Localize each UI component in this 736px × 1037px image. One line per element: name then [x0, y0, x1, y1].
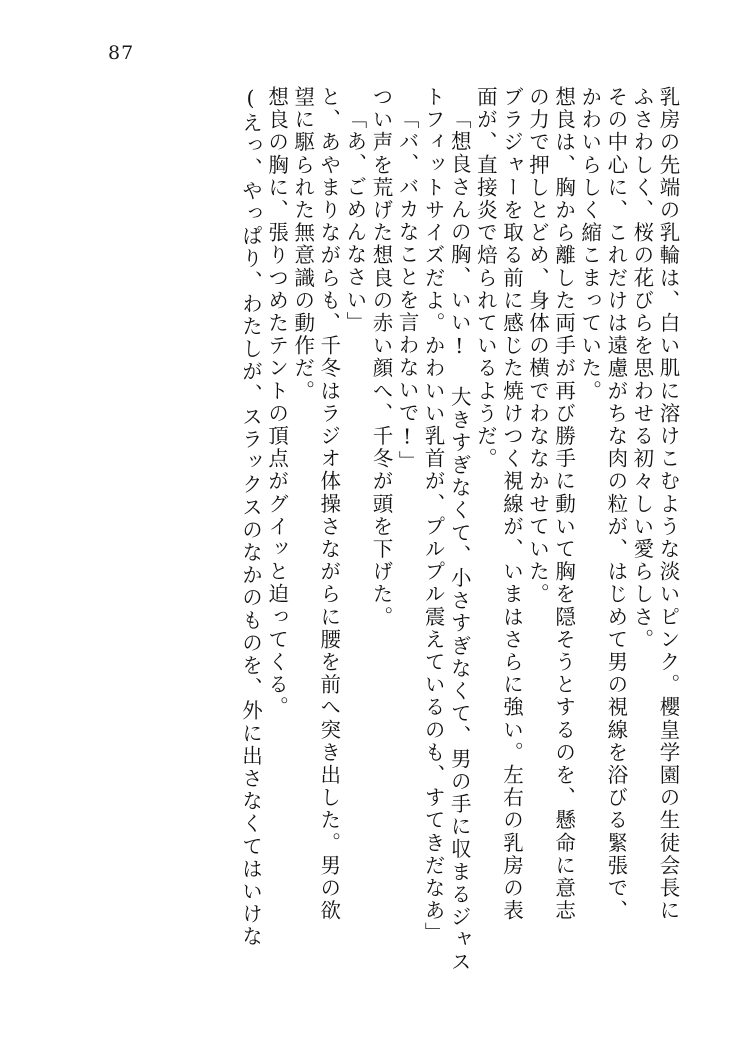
text-line: 「バ、バカなことを言わないで!」: [395, 108, 420, 474]
text-line: その中心に、これだけは遠慮がちな肉の粒が、はじめて男の視線を浴びる緊張で、: [603, 86, 628, 923]
text-line: トフィットサイズだよ。かわいい乳首が、プルプル震えているのも、すてきだなあ」: [421, 86, 446, 945]
page-number: 87: [108, 42, 135, 64]
text-line: かわいらしく縮こまっていた。: [577, 86, 602, 403]
text-line: つい声を荒げた想良の赤い顔へ、千冬が頭を下げた。: [368, 86, 393, 629]
text-line: ブラジャーを取る前に感じた焼けつく視線が、いまはさらに強い。左右の乳房の表: [499, 86, 524, 923]
text-line: 「想良さんの胸、いい! 大きすぎなくて、小さすぎなくて、男の手に収まるジャス: [447, 108, 472, 974]
text-line: 「あ、ごめんなさい」: [342, 108, 367, 334]
text-line: 乳房の先端の乳輪は、白い肌に溶けこむような淡いピンク。櫻皇学園の生徒会長に: [656, 86, 680, 923]
text-line: ふさわしく、桜の花びらを思わせる初々しい愛らしさ。: [629, 86, 654, 651]
text-line: 想良の胸に、張りつめたテントの頂点がグイッと迫ってくる。: [264, 86, 289, 719]
text-line: 想良は、胸から離した両手が再び勝手に動いて胸を隠そうとするのを、懸命に意志: [551, 86, 576, 923]
text-line: と、あやまりながらも、千冬はラジオ体操さながらに腰を前へ突き出した。男の欲: [316, 86, 341, 923]
text-line: の力で押しとどめ、身体の横でわななかせていた。: [525, 86, 550, 606]
text-line: 望に駆られた無意識の動作だ。: [290, 86, 315, 403]
vertical-text-body: [58, 86, 680, 974]
text-line: 面が、直接炎で焙られているようだ。: [473, 86, 498, 471]
text-line: (えっ、やっぱり、わたしが、スラックスのなかのものを、外に出さなくてはいけな: [238, 86, 263, 949]
